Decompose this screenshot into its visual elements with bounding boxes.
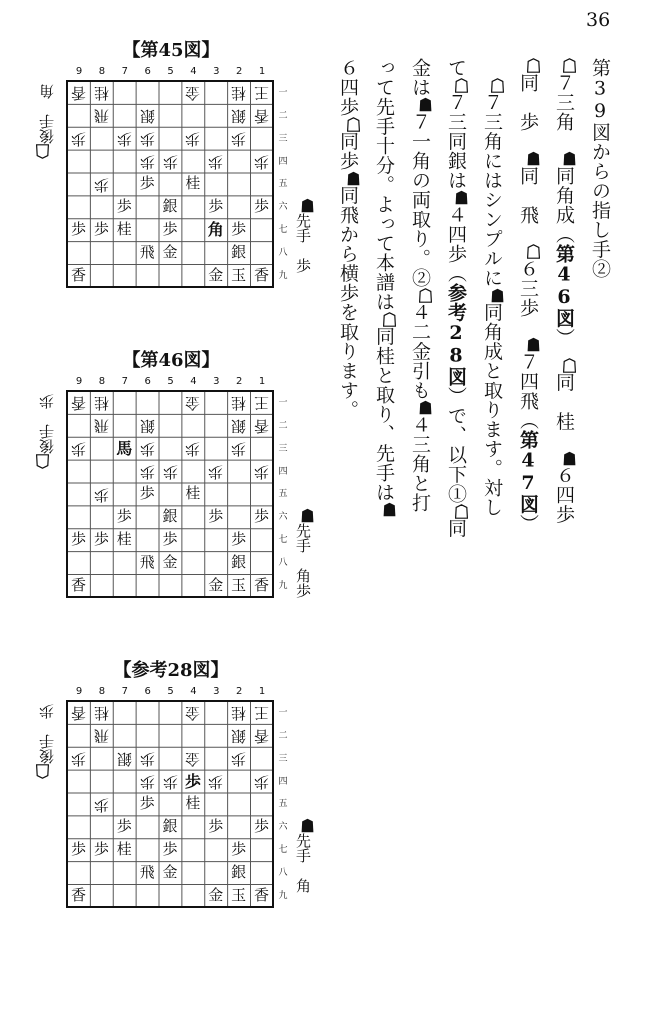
board-piece: 歩: [231, 129, 247, 148]
board-piece: 歩: [70, 530, 86, 549]
file-number: 6: [144, 66, 151, 77]
text-col5-b: ７三同銀は: [445, 92, 467, 190]
board-piece: 銀: [162, 197, 178, 216]
text-col8-b: 同歩: [337, 131, 359, 171]
board-piece: 金: [162, 863, 178, 882]
text-col1-a: 第39図からの指し手②: [589, 58, 611, 279]
board-piece: 桂: [93, 83, 109, 102]
board-piece: 飛: [93, 726, 109, 745]
board-piece: 歩: [254, 197, 270, 216]
gote-mark-icon: [491, 78, 504, 93]
file-number: 4: [190, 686, 197, 697]
file-number: 5: [167, 66, 174, 77]
gote-hand: [36, 394, 58, 469]
board-piece: 飛: [139, 243, 155, 262]
board-piece: 香: [254, 886, 270, 905]
gote-mark-icon: [347, 117, 360, 132]
board-piece: 歩: [254, 152, 270, 171]
text-col3-c: ６三歩: [517, 259, 539, 337]
rank-number: 七: [278, 535, 288, 546]
text-col2-e: 同 桂: [553, 372, 575, 451]
rank-number: 五: [278, 179, 288, 190]
file-number: 2: [236, 686, 243, 697]
file-number: 6: [144, 686, 151, 697]
gote-mark-icon: [455, 78, 468, 93]
board-piece: 歩: [93, 175, 109, 194]
board-piece: 歩: [116, 197, 132, 216]
board-piece: 銀: [231, 726, 247, 745]
board-piece: 歩: [139, 129, 155, 148]
sente-mark-icon: [527, 151, 540, 166]
sente-hand-text: 先手 歩: [294, 213, 312, 273]
rank-number: 一: [278, 87, 288, 98]
board-piece: 歩: [162, 220, 178, 239]
board-piece: 金: [208, 576, 224, 595]
text-col5-e: ）で、以下①: [445, 386, 467, 504]
sente-mark-icon: [527, 337, 540, 352]
gote-mark-icon: [37, 764, 50, 779]
rank-number: 三: [278, 443, 288, 454]
file-number: 1: [258, 66, 266, 77]
file-number: 3: [213, 686, 220, 697]
rank-number: 五: [278, 799, 288, 810]
file-number: 9: [75, 376, 83, 387]
board-piece: 銀: [231, 106, 247, 125]
shogi-board: [66, 700, 274, 908]
board-piece: 香: [70, 576, 86, 595]
board-piece: 歩: [231, 220, 247, 239]
file-number: 5: [167, 686, 174, 697]
board-piece: 香: [70, 703, 86, 722]
sente-mark-icon: [383, 502, 396, 517]
board-piece: 歩: [139, 439, 155, 458]
gote-hand-text: 後手 角: [38, 84, 56, 144]
text-column-1: [584, 58, 616, 279]
gote-mark-icon: [563, 58, 576, 73]
text-col5-c: ４四歩（: [445, 205, 467, 283]
gote-mark-icon: [527, 58, 540, 73]
board-piece: 桂: [185, 174, 201, 193]
file-number: 8: [98, 66, 106, 77]
board-piece: 香: [254, 416, 270, 435]
page-number: 36: [586, 9, 611, 31]
text-column-6: [404, 58, 436, 513]
shogi-board: [66, 390, 274, 598]
text-col2-a: ７三角: [553, 73, 575, 151]
board-piece: 歩: [231, 840, 247, 859]
board-piece: 王: [254, 703, 270, 722]
board-piece: 歩: [139, 772, 155, 791]
board-piece: 銀: [116, 749, 132, 768]
board-piece: 歩: [70, 220, 86, 239]
board-piece: 歩: [70, 439, 86, 458]
board-piece: 桂: [116, 840, 132, 859]
board-piece: 銀: [162, 817, 178, 836]
text-col3-a: 同 歩: [517, 73, 539, 151]
rank-number: 六: [278, 202, 288, 213]
board-piece: 歩: [185, 129, 201, 148]
file-number: 7: [121, 686, 128, 697]
board-piece: 桂: [116, 220, 132, 239]
board-piece: 香: [70, 266, 86, 285]
file-number: 8: [98, 686, 106, 697]
text-col7-a: って先手十分。よって本譜は: [373, 58, 395, 312]
gote-mark-icon: [527, 244, 540, 259]
file-number: 7: [121, 376, 128, 387]
board-piece: 銀: [231, 416, 247, 435]
file-number: 2: [236, 376, 243, 387]
file-number: 2: [236, 66, 243, 77]
file-number: 3: [213, 66, 220, 77]
text-col6-a: 金は: [409, 58, 431, 97]
rank-number: 二: [278, 730, 288, 741]
board-piece: 歩: [184, 771, 201, 791]
board-piece: 歩: [208, 152, 224, 171]
gote-hand: [36, 704, 58, 779]
board-piece: 香: [70, 83, 86, 102]
text-col8-a: ６四歩: [337, 58, 359, 117]
rank-number: 七: [278, 225, 288, 236]
text-col7-b: 同桂と取り、先手は: [373, 326, 395, 502]
board-piece: 歩: [70, 129, 86, 148]
sente-mark-icon: [347, 171, 360, 186]
board-piece: 歩: [139, 152, 155, 171]
gote-mark-icon: [383, 312, 396, 327]
board-piece: 歩: [208, 507, 224, 526]
board-piece: 歩: [93, 840, 109, 859]
gote-hand-text: 後手 歩: [38, 394, 56, 454]
rank-number: 九: [278, 891, 288, 902]
text-col4-a: [481, 58, 503, 78]
board-piece: 歩: [139, 749, 155, 768]
board-piece: 金: [185, 749, 201, 768]
board-piece: 銀: [231, 243, 247, 262]
board-piece: 玉: [231, 886, 247, 905]
board-piece: 歩: [162, 530, 178, 549]
board-piece: 飛: [93, 416, 109, 435]
rank-number: 二: [278, 110, 288, 121]
board-piece: 歩: [116, 817, 132, 836]
text-col3-d: ７四飛（: [517, 352, 539, 430]
rank-number: 八: [278, 868, 288, 879]
board-piece: 歩: [116, 129, 132, 148]
diagram-title: 【第46図】: [122, 350, 220, 371]
board-piece: 玉: [231, 266, 247, 285]
board-piece: 歩: [231, 530, 247, 549]
board-piece: 歩: [93, 530, 109, 549]
file-number: 5: [167, 376, 174, 387]
board-piece: 歩: [254, 772, 270, 791]
board-piece: 歩: [70, 840, 86, 859]
board-piece: 角: [207, 220, 224, 240]
file-number: 3: [213, 376, 220, 387]
sente-mark-icon: [455, 190, 468, 205]
text-col5-a: て: [445, 58, 467, 78]
board-piece: 歩: [231, 749, 247, 768]
gote-mark-icon: [563, 358, 576, 373]
board-piece: 香: [254, 106, 270, 125]
board-piece: 歩: [93, 220, 109, 239]
sente-mark-icon: [301, 508, 314, 523]
sente-hand: [292, 508, 314, 598]
rank-number: 一: [278, 707, 288, 718]
board-piece: 歩: [208, 772, 224, 791]
rank-number: 三: [278, 753, 288, 764]
board-piece: 金: [185, 83, 201, 102]
shogi-board: [66, 80, 274, 288]
gote-hand: [36, 84, 58, 159]
rank-number: 六: [278, 822, 288, 833]
board-piece: 金: [162, 243, 178, 262]
board-piece: 歩: [162, 772, 178, 791]
text-col2-c: 第46図: [553, 244, 575, 328]
text-column-8: [332, 58, 364, 420]
sente-hand: [292, 818, 314, 893]
board-piece: 歩: [185, 439, 201, 458]
board-piece: 桂: [185, 484, 201, 503]
sente-mark-icon: [301, 818, 314, 833]
file-number: 1: [258, 376, 266, 387]
rank-number: 九: [278, 271, 288, 282]
text-col2-f: ６四歩: [553, 465, 575, 524]
board-piece: 歩: [162, 152, 178, 171]
file-number: 6: [144, 376, 151, 387]
board-piece: 歩: [208, 462, 224, 481]
board-piece: 金: [208, 266, 224, 285]
text-column-2: [548, 58, 580, 524]
rank-number: 二: [278, 420, 288, 431]
text-col2-b: 同角成（: [553, 166, 575, 244]
board-piece: 金: [185, 393, 201, 412]
rank-number: 三: [278, 133, 288, 144]
board-piece: 桂: [231, 83, 247, 102]
text-column-3: [512, 58, 544, 534]
file-number: 9: [75, 686, 83, 697]
board-piece: 香: [254, 266, 270, 285]
board-piece: 歩: [254, 507, 270, 526]
board-piece: 桂: [116, 530, 132, 549]
board-piece: 歩: [254, 462, 270, 481]
text-col5-f: 同: [445, 518, 467, 538]
gote-mark-icon: [37, 454, 50, 469]
board-piece: 銀: [231, 553, 247, 572]
board-piece: 金: [185, 703, 201, 722]
board-piece: 歩: [70, 749, 86, 768]
rank-number: 九: [278, 581, 288, 592]
board-piece: 飛: [139, 863, 155, 882]
board-piece: 歩: [93, 485, 109, 504]
board-piece: 桂: [185, 794, 201, 813]
board-piece: 桂: [93, 703, 109, 722]
board-piece: 銀: [231, 863, 247, 882]
file-number: 4: [190, 66, 197, 77]
text-column-5: [440, 58, 472, 538]
board-piece: 飛: [139, 553, 155, 572]
file-number: 4: [190, 376, 197, 387]
board-piece: 歩: [254, 817, 270, 836]
file-number: 7: [121, 66, 128, 77]
board-piece: 歩: [93, 795, 109, 814]
board-piece: 桂: [93, 393, 109, 412]
text-col3-f: ）: [517, 514, 539, 534]
sente-hand-text: 先手 角: [294, 833, 312, 893]
diagram-title: 【参考28図】: [113, 660, 229, 681]
file-number: 9: [75, 66, 83, 77]
board-piece: 王: [254, 393, 270, 412]
text-col4-c: 同角成と取ります。対し: [481, 302, 503, 517]
gote-hand-text: 後手 歩: [38, 704, 56, 764]
text-column-4: [476, 58, 508, 517]
board-piece: 香: [254, 576, 270, 595]
rank-number: 四: [278, 776, 288, 787]
file-number: 1: [258, 686, 266, 697]
sente-mark-icon: [419, 400, 432, 415]
rank-number: 八: [278, 558, 288, 569]
sente-mark-icon: [563, 151, 576, 166]
board-piece: 歩: [208, 817, 224, 836]
board-piece: 香: [254, 726, 270, 745]
board-piece: 王: [254, 83, 270, 102]
board-piece: 歩: [162, 840, 178, 859]
text-col5-d: 参考28図: [445, 283, 467, 387]
board-piece: 歩: [162, 462, 178, 481]
gote-mark-icon: [37, 144, 50, 159]
board-piece: 歩: [139, 462, 155, 481]
board-piece: 歩: [231, 439, 247, 458]
board-piece: 香: [70, 886, 86, 905]
text-col3-b: 同 飛: [517, 166, 539, 244]
board-piece: 歩: [116, 507, 132, 526]
gote-mark-icon: [455, 504, 468, 519]
gote-mark-icon: [419, 288, 432, 303]
rank-number: 八: [278, 248, 288, 259]
rank-number: 五: [278, 489, 288, 500]
rank-number: 一: [278, 397, 288, 408]
board-piece: 歩: [139, 174, 155, 193]
sente-hand-text: 先手 角歩: [294, 523, 312, 598]
board-piece: 桂: [231, 703, 247, 722]
text-col6-b: ７一角の両取り。②: [409, 112, 431, 288]
board-piece: 銀: [139, 106, 155, 125]
board-piece: 金: [208, 886, 224, 905]
text-col2-d: ）: [553, 328, 575, 358]
text-col8-c: 同飛から横歩を取ります。: [337, 185, 359, 420]
board-piece: 歩: [208, 197, 224, 216]
sente-mark-icon: [491, 288, 504, 303]
rank-number: 四: [278, 466, 288, 477]
board-piece: 歩: [139, 794, 155, 813]
text-column-7: [368, 58, 400, 517]
text-col4-b: ７三角にはシンプルに: [481, 92, 503, 288]
board-piece: 玉: [231, 576, 247, 595]
board-piece: 銀: [162, 507, 178, 526]
text-col3-e: 第47図: [517, 430, 539, 514]
sente-mark-icon: [301, 198, 314, 213]
text-col6-c: ４二金引も: [409, 302, 431, 400]
sente-hand: [292, 198, 314, 273]
board-piece: 金: [162, 553, 178, 572]
sente-mark-icon: [419, 97, 432, 112]
board-piece: 香: [70, 393, 86, 412]
sente-mark-icon: [563, 451, 576, 466]
file-number: 8: [98, 376, 106, 387]
board-piece: 銀: [139, 416, 155, 435]
rank-number: 四: [278, 156, 288, 167]
rank-number: 六: [278, 512, 288, 523]
board-piece: 桂: [231, 393, 247, 412]
board-piece: 歩: [139, 484, 155, 503]
rank-number: 七: [278, 845, 288, 856]
board-piece: 飛: [93, 106, 109, 125]
board-piece: 馬: [116, 438, 133, 458]
text-col6-d: ４三角と打: [409, 415, 431, 513]
diagram-title: 【第45図】: [122, 40, 220, 61]
